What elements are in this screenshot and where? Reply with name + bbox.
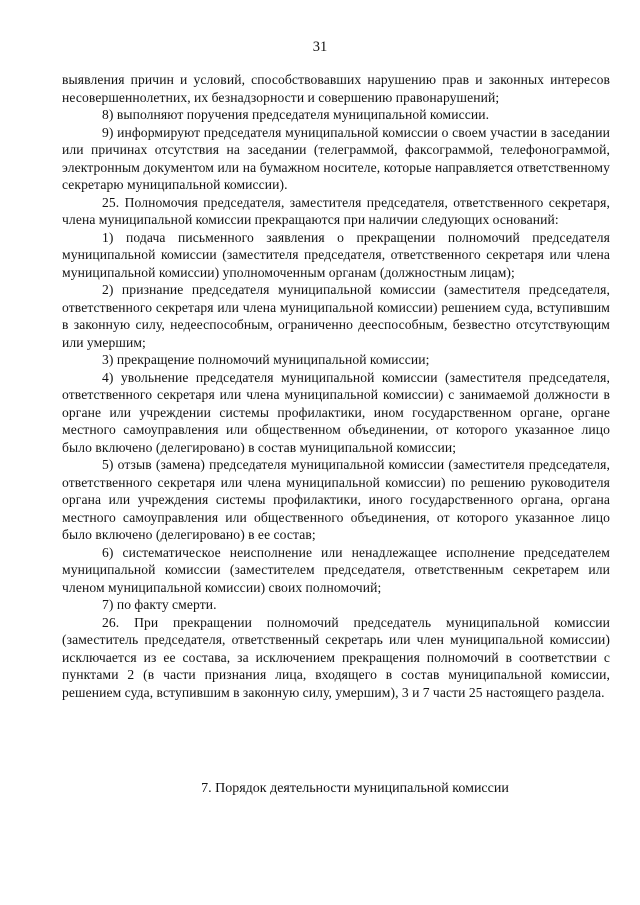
document-body <box>62 71 610 701</box>
page-number: 31 <box>312 39 328 55</box>
paragraph-item-9: 9) информируют председателя муниципальной комиссии о своем участии в заседании или причинах отсутствия на заседании (телеграммой, факсограммой, телефонограммой, электронным документом или на бумажном носителе, которые направляется ответственному секретарю муниципальной комиссии). <box>62 124 610 192</box>
paragraph-item-4: 4) увольнение председателя муниципальной комиссии (заместителя председателя, ответственного секретаря или члена муниципальной комиссии) с занимаемой должности в органе или учреждении системы профилактики, ином государственном органе, органе местного самоуправления или общественном объединении, от которого указанное лицо было включено (делегировано) в состав муниципальной комиссии; <box>62 369 610 455</box>
paragraph-continuation: выявления причин и условий, способствовавших нарушению прав и законных интересов несовершеннолетних, их безнадзорности и совершению правонарушений; <box>62 72 610 105</box>
paragraph-clause-25: 25. Полномочия председателя, заместителя председателя, ответственного секретаря, члена муниципальной комиссии прекращаются при наличии следующих оснований: <box>62 194 610 227</box>
paragraph-item-7: 7) по факту смерти. <box>102 597 217 612</box>
paragraph-item-5: 5) отзыв (замена) председателя муниципальной комиссии (заместителя председателя, ответственного секретаря или члена муниципальной комиссии) по решению руководителя органа или учреждения системы профилактики, иного государственного органа, органа местного самоуправления или общественного объединения, от которого указанное лицо было включено (делегировано) в ее состав; <box>62 457 610 542</box>
paragraph-item-8: 8) выполняют поручения председателя муниципальной комиссии. <box>102 107 490 122</box>
paragraph-item-1: 1) подача письменного заявления о прекращении полномочий председателя муниципальной комиссии (заместителя председателя, ответственного секретаря или члена муниципальной комиссии) уполномоченным органам (должностным лицам); <box>62 229 610 280</box>
paragraph-clause-26: 26. При прекращении полномочий председатель муниципальной комиссии (заместитель председателя, ответственный секретарь или член муниципальной комиссии) исключается из ее состава, за исключением прекращения полномочий в соответствии с пунктами 2 (в части признания лица, входящего в состав муниципальной комиссии, решением суда, вступившим в законную силу, умершим), 3 и 7 части 25 настоящего раздела. <box>62 614 610 700</box>
paragraph-item-2: 2) признание председателя муниципальной комиссии (заместителя председателя, ответственного секретаря или члена муниципальной комиссии) решением суда, вступившим в законную силу, недееспособным, ограниченно дееспособным, безвестно отсутствующим или умершим; <box>62 282 610 350</box>
paragraph-item-6: 6) систематическое неисполнение или ненадлежащее исполнение председателем муниципальной комиссии (заместителем председателя, ответственным секретарем или членом муниципальной комиссии) своих полномочий; <box>62 544 610 595</box>
section-heading: 7. Порядок деятельности муниципальной комиссии <box>201 781 509 796</box>
paragraph-item-3: 3) прекращение полномочий муниципальной комиссии; <box>102 352 430 367</box>
